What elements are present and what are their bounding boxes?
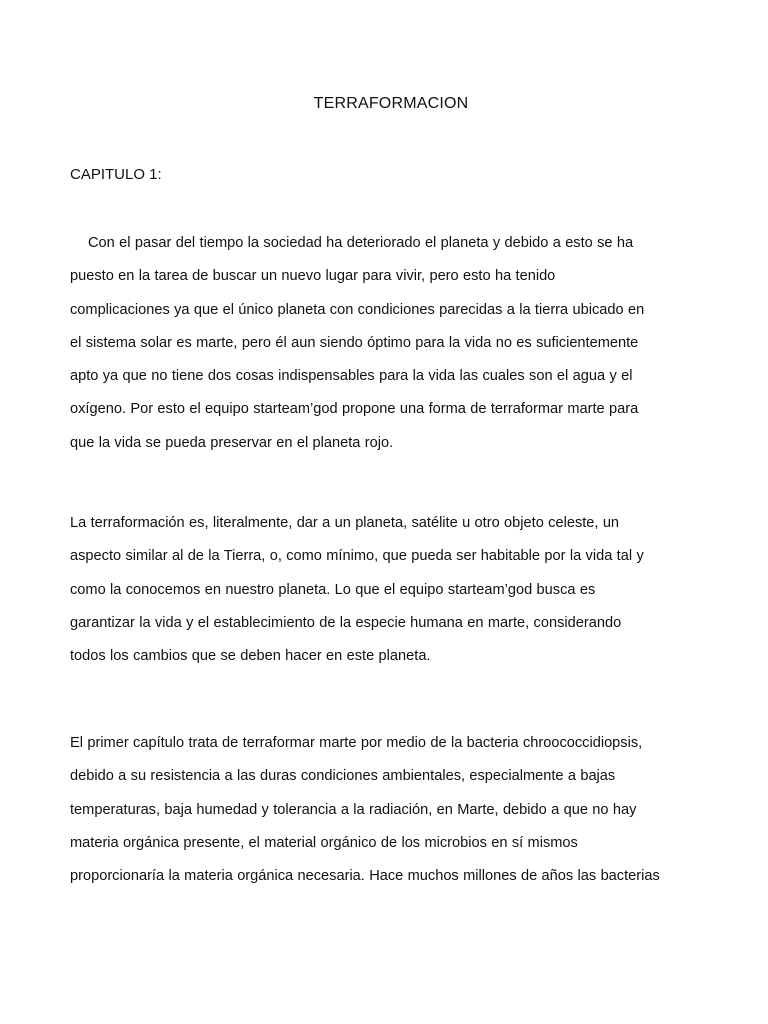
text-line: el sistema solar es marte, pero él aun siendo óptimo para la vida no es suficientemente <box>70 334 639 351</box>
text-line: como la conocemos en nuestro planeta. Lo que el equipo starteam’god busca es <box>70 581 596 598</box>
text-line: oxígeno. Por esto el equipo starteam’god propone una forma de terraformar marte para <box>70 401 639 418</box>
text-line: apto ya que no tiene dos cosas indispensables para la vida las cuales son el agua y el <box>70 368 633 385</box>
paragraph-chapter-summary <box>70 727 720 893</box>
text-line: La terraformación es, literalmente, dar a un planeta, satélite u otro objeto celeste, un <box>70 515 620 531</box>
paragraph-intro <box>70 227 720 460</box>
text-line: Con el pasar del tiempo la sociedad ha deteriorado el planeta y debido a esto se ha <box>88 235 634 251</box>
text-line: materia orgánica presente, el material orgánico de los microbios en sí mismos <box>70 834 578 851</box>
text-line: todos los cambios que se deben hacer en este planeta. <box>70 648 431 665</box>
text-line: que la vida se pueda preservar en el planeta rojo. <box>70 434 394 451</box>
chapter-heading: CAPITULO 1: <box>70 166 162 183</box>
text-line: temperaturas, baja humedad y tolerancia a la radiación, en Marte, debido a que no hay <box>70 801 637 818</box>
text-line: puesto en la tarea de buscar un nuevo lugar para vivir, pero esto ha tenido <box>70 268 556 285</box>
text-line: garantizar la vida y el establecimiento de la especie humana en marte, considerando <box>70 614 622 631</box>
text-line: El primer capítulo trata de terraformar marte por medio de la bacteria chroococcidiopsis, <box>70 735 643 751</box>
text-line: debido a su resistencia a las duras condiciones ambientales, especialmente a bajas <box>70 768 616 785</box>
text-line: complicaciones ya que el único planeta con condiciones parecidas a la tierra ubicado en <box>70 301 645 318</box>
text-line: proporcionaría la materia orgánica necesaria. Hace muchos millones de años las bacterias <box>70 868 660 885</box>
text-line: aspecto similar al de la Tierra, o, como mínimo, que pueda ser habitable por la vida tal y <box>70 548 644 565</box>
paragraph-definition <box>70 507 720 673</box>
document-title: TERRAFORMACION <box>313 95 469 112</box>
